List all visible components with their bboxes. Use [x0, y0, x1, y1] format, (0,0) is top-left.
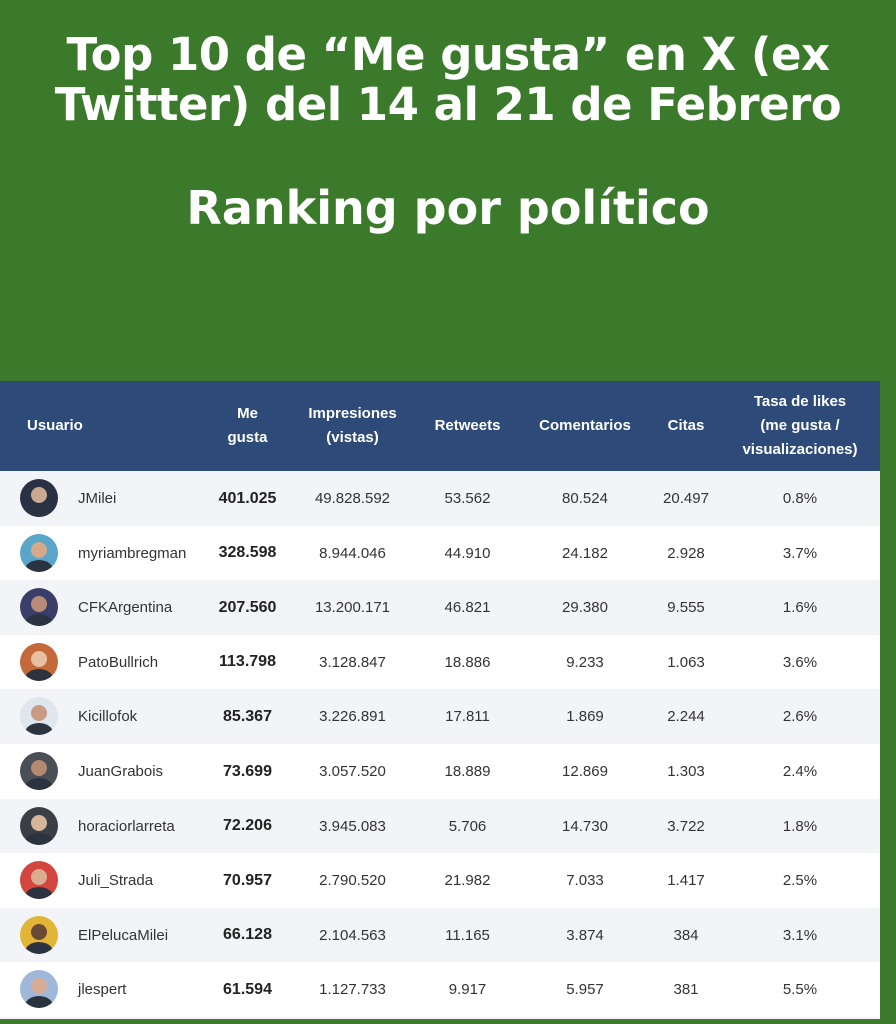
cell-tasa: 3.1% [782, 926, 818, 944]
cell-comentarios: 1.869 [566, 708, 604, 726]
title-line-2: Twitter) del 14 al 21 de Febrero [54, 78, 842, 131]
cell-citas: 384 [673, 926, 699, 944]
header-retweets-label: Retweets [434, 417, 501, 434]
header-citas-label: Citas [667, 417, 705, 434]
cell-retweets: 9.917 [448, 981, 487, 999]
header-likes-line-2: gusta [227, 429, 268, 446]
cell-impresiones: 3.057.520 [319, 763, 386, 780]
bottom-strip [0, 1019, 896, 1024]
cell-usuario: ElPelucaMilei [78, 926, 169, 944]
cell-likes: 73.699 [223, 762, 272, 780]
cell-citas: 1.417 [667, 872, 705, 890]
page-title [0, 30, 896, 130]
cell-likes: 70.957 [223, 871, 272, 889]
cell-retweets: 53.562 [444, 490, 491, 507]
cell-tasa: 2.6% [782, 708, 818, 726]
cell-usuario: horaciorlarreta [78, 817, 175, 835]
avatar[interactable] [20, 861, 58, 899]
avatar[interactable] [20, 916, 58, 954]
cell-citas: 3.722 [667, 817, 705, 835]
cell-retweets: 17.811 [445, 708, 490, 726]
ranking-table [0, 381, 880, 1024]
header-retweets[interactable] [420, 381, 515, 471]
cell-impresiones: 2.790.520 [319, 872, 386, 890]
header-comentarios-label: Comentarios [539, 417, 631, 434]
cell-impresiones: 2.104.563 [319, 926, 386, 944]
title-line-1: Top 10 de “Me gusta” en X (ex [66, 28, 830, 81]
cell-tasa: 3.7% [782, 544, 818, 562]
cell-retweets: 18.886 [444, 653, 491, 671]
header-citas[interactable] [650, 381, 722, 471]
cell-tasa: 2.5% [782, 872, 818, 890]
header-likes[interactable] [205, 381, 290, 471]
cell-tasa: 3.6% [782, 653, 818, 671]
header-usuario-label: Usuario [27, 417, 83, 434]
cell-likes: 66.128 [223, 926, 272, 944]
cell-tasa: 0.8% [782, 490, 818, 507]
cell-tasa: 5.5% [782, 981, 818, 999]
cell-impresiones: 3.128.847 [319, 653, 386, 671]
page-subtitle: Ranking por político [186, 181, 710, 235]
table-row[interactable] [0, 526, 880, 581]
cell-likes: 113.798 [219, 653, 276, 671]
cell-retweets: 21.982 [444, 872, 491, 890]
avatar[interactable] [20, 752, 58, 790]
cell-likes: 401.025 [218, 489, 277, 507]
cell-tasa: 1.6% [782, 599, 818, 617]
table-row[interactable] [0, 580, 880, 635]
cell-usuario: Juli_Strada [78, 872, 154, 890]
header-impresiones-line-2: (vistas) [326, 429, 379, 446]
table-row[interactable] [0, 799, 880, 854]
table-row[interactable] [0, 853, 880, 908]
cell-likes: 61.594 [223, 980, 272, 998]
cell-impresiones: 1.127.733 [319, 981, 386, 999]
cell-impresiones: 49.828.592 [314, 490, 391, 507]
table-header [0, 381, 880, 471]
cell-retweets: 11.165 [445, 926, 490, 944]
avatar[interactable] [20, 970, 58, 1008]
cell-impresiones: 8.944.046 [319, 544, 386, 562]
cell-comentarios: 12.869 [562, 763, 608, 780]
avatar[interactable] [20, 697, 58, 735]
cell-retweets: 44.910 [444, 544, 491, 562]
avatar[interactable] [20, 588, 58, 626]
cell-comentarios: 7.033 [566, 872, 604, 890]
cell-impresiones: 3.226.891 [319, 708, 386, 726]
cell-comentarios: 9.233 [566, 653, 604, 671]
cell-comentarios: 29.380 [562, 599, 608, 617]
cell-citas: 2.244 [667, 708, 705, 726]
header-tasa-line-2: (me gusta / [760, 417, 840, 434]
header-impresiones[interactable] [295, 381, 410, 471]
avatar[interactable] [20, 807, 58, 845]
table-row[interactable] [0, 962, 880, 1017]
cell-retweets: 18.889 [444, 763, 491, 780]
cell-usuario: myriambregman [78, 544, 187, 562]
header-tasa-line-1: Tasa de likes [753, 393, 847, 410]
header-comentarios[interactable] [525, 381, 645, 471]
header-likes-line-1: Me [237, 405, 258, 422]
cell-retweets: 46.821 [444, 599, 491, 617]
table-row[interactable] [0, 744, 880, 799]
cell-usuario: PatoBullrich [78, 653, 159, 671]
cell-comentarios: 14.730 [562, 817, 608, 835]
cell-usuario: Kicillofok [78, 708, 138, 726]
cell-citas: 1.303 [667, 763, 705, 780]
cell-usuario: JuanGrabois [78, 763, 164, 780]
cell-tasa: 1.8% [782, 817, 818, 835]
cell-citas: 2.928 [667, 544, 705, 562]
cell-comentarios: 80.524 [562, 490, 608, 507]
cell-impresiones: 13.200.171 [314, 599, 391, 617]
avatar[interactable] [20, 479, 58, 517]
header-tasa[interactable] [730, 381, 870, 471]
cell-impresiones: 3.945.083 [319, 817, 386, 835]
cell-usuario: CFKArgentina [78, 599, 173, 617]
cell-likes: 207.560 [218, 598, 277, 616]
table-row[interactable] [0, 908, 880, 963]
cell-comentarios: 5.957 [566, 981, 604, 999]
cell-tasa: 2.4% [782, 763, 818, 780]
cell-citas: 20.497 [663, 490, 709, 507]
avatar[interactable] [20, 643, 58, 681]
header-impresiones-line-1: Impresiones [308, 405, 397, 422]
cell-usuario: JMilei [78, 490, 117, 507]
table-row[interactable] [0, 635, 880, 690]
cell-comentarios: 24.182 [562, 544, 608, 562]
cell-comentarios: 3.874 [566, 926, 604, 944]
cell-citas: 381 [673, 981, 699, 999]
cell-likes: 328.598 [218, 544, 277, 562]
cell-citas: 1.063 [667, 653, 705, 671]
cell-likes: 72.206 [223, 817, 272, 835]
table-row[interactable] [0, 689, 880, 744]
header-usuario[interactable] [0, 381, 200, 471]
table-row[interactable] [0, 471, 880, 526]
cell-usuario: jlespert [78, 981, 127, 999]
header-tasa-line-3: visualizaciones) [742, 441, 858, 458]
avatar[interactable] [20, 534, 58, 572]
cell-likes: 85.367 [223, 707, 272, 725]
cell-retweets: 5.706 [448, 817, 487, 835]
cell-citas: 9.555 [667, 599, 705, 617]
